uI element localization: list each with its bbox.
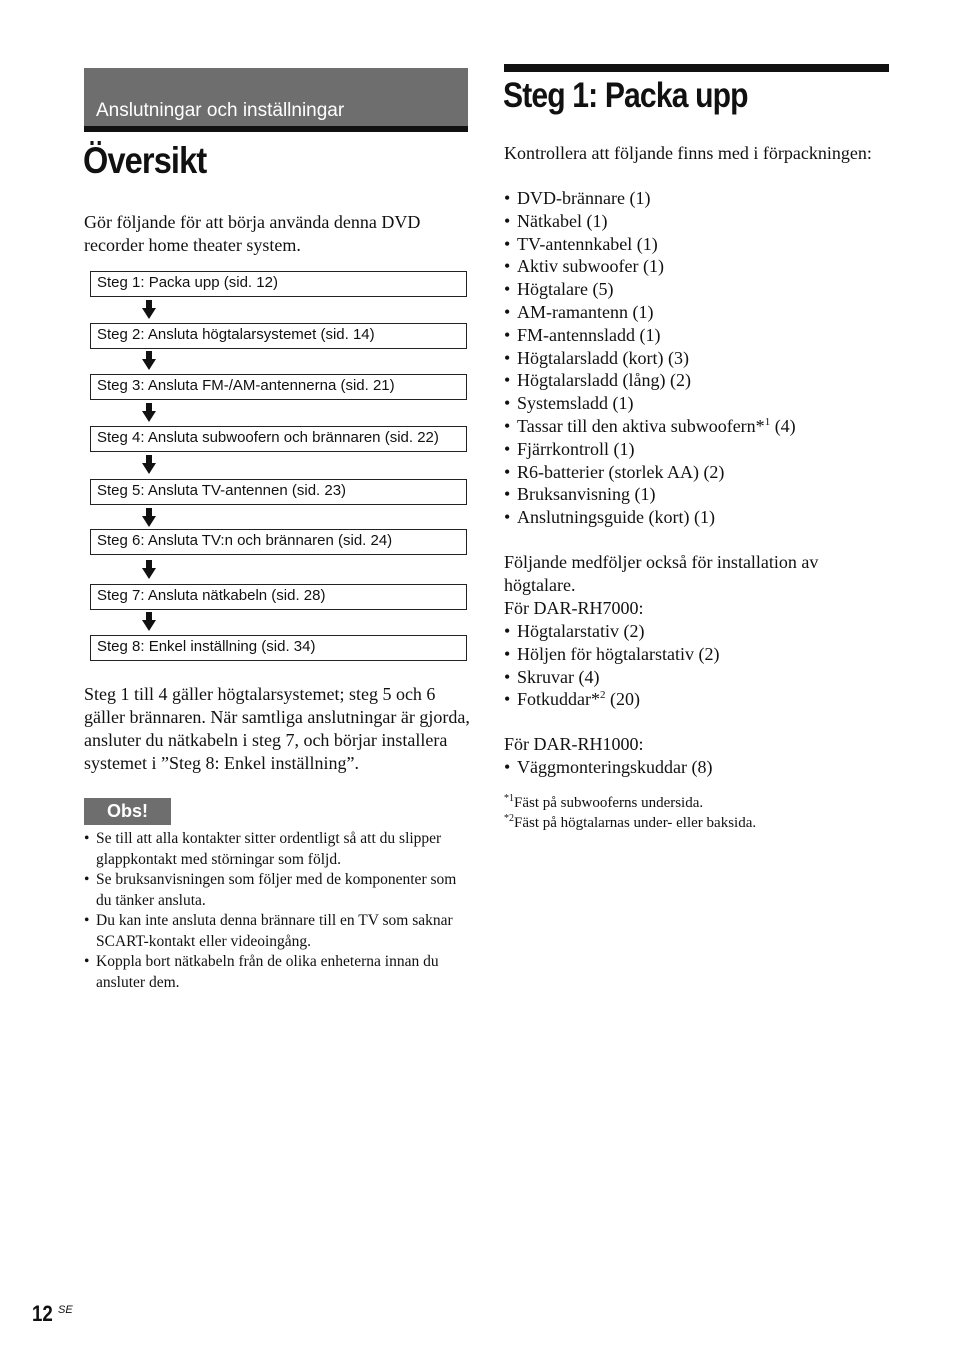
- note-item: • Koppla bort nätkabeln från de olika enheterna innan du ansluter dem.: [84, 952, 474, 993]
- down-arrow-icon: [142, 300, 156, 320]
- footnote-2: [504, 813, 894, 833]
- down-arrow-icon: [142, 455, 156, 475]
- list-item: • AM-ramantenn (1): [504, 301, 894, 324]
- down-arrow-icon: [142, 351, 156, 371]
- footnote-text: Fäst på subwooferns undersida.: [514, 794, 704, 811]
- feet-label: Tassar till den aktiva subwoofern*: [517, 415, 765, 436]
- rh7000-label: För DAR-RH7000:: [504, 597, 644, 618]
- footnote-ref: 2: [600, 689, 606, 702]
- step-box-6: Steg 6: Ansluta TV:n och brännaren (sid. 24): [90, 529, 467, 555]
- list-item-pads: [504, 688, 894, 711]
- list-item: • Nätkabel (1): [504, 210, 894, 233]
- overview-intro: Gör följande för att börja använda denna DVD recorder home theater system.: [84, 212, 421, 255]
- step-box-8: Steg 8: Enkel inställning (sid. 34): [90, 635, 467, 661]
- overview-heading: Översikt: [83, 140, 207, 181]
- note-item: • Se bruksanvisningen som följer med de komponenter som du tänker ansluta.: [84, 870, 474, 911]
- step-box-1: Steg 1: Packa upp (sid. 12): [90, 271, 467, 297]
- footnote-text: Fäst på högtalarnas under- eller baksida.: [514, 814, 757, 831]
- list-item: • FM-antennsladd (1): [504, 324, 894, 347]
- section-banner: [84, 68, 468, 132]
- step-box-2: Steg 2: Ansluta högtalarsystemet (sid. 14): [90, 323, 467, 349]
- page-number: 12: [32, 1301, 53, 1326]
- list-item: • Aktiv subwoofer (1): [504, 255, 894, 278]
- step-box-4: Steg 4: Ansluta subwoofern och brännaren (sid. 22): [90, 426, 467, 452]
- note-item: • Se till att alla kontakter sitter ordentligt så att du slipper glappkontakt med störningar som följd.: [84, 829, 474, 870]
- also-included-text: Följande medföljer också för installation av högtalare.: [504, 551, 819, 595]
- list-item: • Systemsladd (1): [504, 392, 894, 415]
- footnote-mark: *2: [504, 812, 514, 824]
- list-item: • Fjärrkontroll (1): [504, 438, 894, 461]
- list-item: • Skruvar (4): [504, 666, 894, 689]
- pads-qty: (20): [605, 689, 640, 710]
- unpack-intro: Kontrollera att följande finns med i förpackningen:: [504, 143, 872, 163]
- note-item: • Du kan inte ansluta denna brännare till en TV som saknar SCART-kontakt eller videoingång.: [84, 911, 474, 952]
- down-arrow-icon: [142, 560, 156, 580]
- unpack-column: [504, 142, 894, 833]
- footnote-ref: 1: [764, 415, 771, 428]
- list-item: • Höljen för högtalarstativ (2): [504, 643, 894, 666]
- list-item: • Anslutningsguide (kort) (1): [504, 506, 894, 529]
- down-arrow-icon: [142, 403, 156, 423]
- overview-summary: Steg 1 till 4 gäller högtalarsystemet; steg 5 och 6 gäller brännaren. När samtliga anslutningar är gjorda, ansluter du nätkabeln i steg 7, och börjar installera systemet i ”Steg 8: Enkel inställning”.: [84, 684, 470, 773]
- note-list: [84, 829, 474, 993]
- footnote-1: [504, 793, 894, 813]
- list-item: • Högtalare (5): [504, 278, 894, 301]
- footnote-mark: *1: [504, 792, 514, 804]
- feet-qty: (4): [770, 415, 796, 436]
- step-box-7: Steg 7: Ansluta nätkabeln (sid. 28): [90, 584, 467, 610]
- list-item: • Bruksanvisning (1): [504, 483, 894, 506]
- rh7000-list: [504, 620, 894, 711]
- page-language-suffix: SE: [58, 1304, 73, 1316]
- list-item: • R6-batterier (storlek AA) (2): [504, 461, 894, 484]
- step1-heading: Steg 1: Packa upp: [503, 76, 748, 115]
- list-item: • Högtalarstativ (2): [504, 620, 894, 643]
- list-item-feet: [504, 415, 894, 438]
- package-contents-list: [504, 187, 894, 529]
- list-item: • TV-antennkabel (1): [504, 233, 894, 256]
- down-arrow-icon: [142, 508, 156, 528]
- down-arrow-icon: [142, 612, 156, 632]
- list-item: • Väggmonteringskuddar (8): [504, 756, 894, 779]
- step-box-5: Steg 5: Ansluta TV-antennen (sid. 23): [90, 479, 467, 505]
- list-item: • Högtalarsladd (kort) (3): [504, 347, 894, 370]
- step-box-3: Steg 3: Ansluta FM-/AM-antennerna (sid. 21): [90, 374, 467, 400]
- pads-label: Fotkuddar*: [517, 689, 600, 710]
- section-banner-title: Anslutningar och inställningar: [96, 100, 345, 121]
- rh1000-list: [504, 756, 894, 779]
- note-label: Obs!: [84, 798, 171, 825]
- list-item: • Högtalarsladd (lång) (2): [504, 369, 894, 392]
- rh1000-label: För DAR-RH1000:: [504, 734, 644, 755]
- list-item: • DVD-brännare (1): [504, 187, 894, 210]
- heading-rule: [504, 64, 889, 72]
